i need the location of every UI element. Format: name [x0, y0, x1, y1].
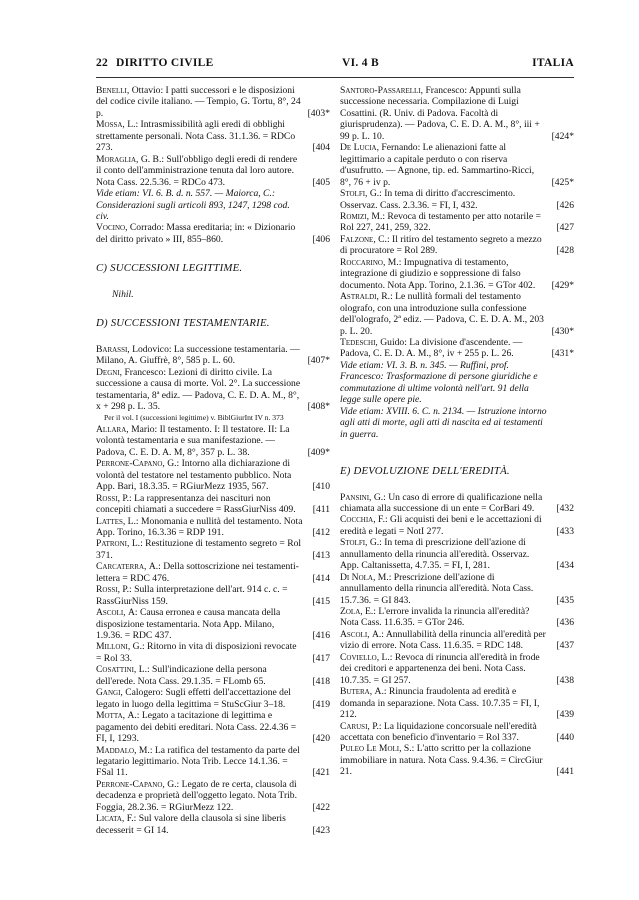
entry-number: [437: [556, 640, 574, 652]
entry-number: [428: [556, 245, 574, 257]
entry-text: Per il vol. I (successioni legittime) v. BiblGiurInt IV n. 373: [104, 413, 284, 423]
entry-text: Lodovico: La successione testamentaria. — Milano, A. Giuffrè, 8°, 585 p. L. 60.: [96, 343, 300, 367]
bibliography-entry: [96, 367, 330, 413]
entry-text: Francesco: Lezioni di diritto civile. La successione a causa di morte. Vol. 2°. La successione testamentaria, 8ª ediz. — Padova, C. E. D. A. M., 8°, x + 298 p. L. 35.: [96, 366, 301, 412]
entry-number: [417: [312, 652, 330, 664]
entry-number: [409*: [307, 446, 330, 458]
entry-number: [433: [556, 525, 574, 537]
entry-number: [412: [312, 526, 330, 538]
entry-text: L.: Restituzione di testamento segreto = Rol 371.: [96, 538, 302, 561]
bibliography-entry: [96, 424, 330, 458]
entry-author: Perrone-Capano,: [96, 458, 168, 470]
entry-number: [420: [312, 733, 330, 745]
bibliography-entry: [340, 629, 574, 652]
bibliography-entry: [340, 291, 574, 337]
section-c-nihil: Nihil.: [112, 288, 134, 300]
entry-text: A.: Legato a tacitazione di legittima e pagamento dei debiti ereditari. Nota Cass. 22.4.36 = FI, I, 1293.: [96, 710, 297, 745]
bibliography-entry: [96, 85, 330, 119]
entry-number: [441: [556, 766, 574, 778]
bibliography-entry: [340, 406, 574, 440]
entry-author: De Lucia,: [340, 142, 382, 154]
bibliography-entry: [96, 561, 330, 584]
bibliography-entry: [340, 234, 574, 257]
bibliography-entry: [340, 743, 574, 777]
bibliography-entry: [96, 344, 330, 367]
entry-number: [408*: [307, 400, 330, 412]
entry-text: Vide etiam: VI. 3. B. n. 345. — Ruffini, prof. Francesco: Trasformazione di persone giuridiche e commutazione di ultime volontà nell'art. 91 della legge sulle opere pie.: [340, 359, 538, 406]
entry-author: Zola,: [340, 606, 366, 618]
entry-author: Roccarino,: [340, 256, 388, 268]
entry-author: Rossi,: [96, 584, 123, 596]
bibliography-entry: [340, 721, 574, 744]
entry-text: R.: Le nullità formali del testamento olografo, con una introduzione sulla confessione dell'olografo, 2ª ediz. — Padova, C. E. D. A. M., 203 p. L. 20.: [340, 291, 544, 337]
entries-e: [340, 492, 574, 778]
entry-author: Patroni,: [96, 538, 132, 550]
entry-text: A.: Della sottoscrizione nei testamenti-lettera = RDC 476.: [96, 561, 299, 584]
bibliography-entry: [96, 779, 330, 813]
entry-text: G. B.: Sull'obbligo degli eredi di rendere il conto dell'amministrazione tenuta dal loro autore. Nota Cass. 22.5.36. = RDCo 473.: [96, 153, 298, 188]
entry-author: Di Nola,: [340, 571, 378, 583]
entry-text: E.: L'errore invalida la rinuncia all'eredità? Nota Cass. 11.6.35. = GTor 246.: [340, 606, 530, 629]
entry-text: G.: Intorno alla dichiarazione di volontà del testatore nel testamento pubblico. Nota App. Bari, 18.3.35. = RGiurMezz 1935, 567.: [96, 458, 292, 493]
entry-text: A.: Rinuncia fraudolenta ad eredità e domanda in separazione. Nota Cass. 10.7.35 = FI, I, 212.: [340, 686, 540, 721]
entry-author: Lattes,: [96, 515, 128, 527]
left-column: [96, 85, 330, 836]
page-header: [96, 57, 574, 77]
bibliography-entry: [96, 813, 330, 836]
bibliography-entry: [340, 652, 574, 686]
entry-author: Allara,: [96, 423, 132, 435]
entry-number: [407*: [307, 355, 330, 367]
entry-text: Guido: La divisione d'ascendente. — Padova, C. E. D. A. M., 8°, iv + 255 p. L. 26.: [340, 336, 523, 360]
entry-author: Gangi,: [96, 687, 126, 699]
entry-number: [410: [312, 481, 330, 493]
entry-number: [405: [312, 176, 330, 188]
entry-author: Carcaterra,: [96, 561, 149, 573]
entry-number: [414: [312, 572, 330, 584]
entry-text: G.: Ritorno in vita di disposizioni revocate = Rol 33.: [96, 641, 297, 664]
entry-number: [413: [312, 549, 330, 561]
entry-number: [424*: [551, 130, 574, 142]
right-column: [340, 85, 574, 778]
entry-number: [403*: [307, 107, 330, 119]
entry-number: [427: [556, 222, 574, 234]
country-label: ITALIA: [532, 57, 574, 69]
entry-author: Cosattini,: [96, 664, 139, 676]
bibliography-entry: [340, 85, 574, 142]
bibliography-entry: [96, 745, 330, 779]
entry-author: Coviello,: [340, 651, 382, 663]
entry-text: G.: Un caso di errore di qualificazione nella chiamata alla successione di un ente = CorBari 49.: [340, 491, 543, 514]
bibliography-entry: [96, 412, 330, 423]
entry-text: S.: L'atto scritto per la collazione immobiliare in natura. Nota Cass. 9.4.36. = CircGiur 21.: [340, 743, 543, 778]
entry-number: [416: [312, 630, 330, 642]
entry-author: Barassi,: [96, 343, 133, 355]
bibliography-entry: [340, 188, 574, 211]
entry-author: Stolfi,: [340, 537, 370, 549]
entry-number: [415: [312, 595, 330, 607]
bibliography-entry: [96, 584, 330, 607]
entry-text: Ottavio: I patti successori e le disposizioni del codice civile italiano. — Tempio, G. Tortu, 8°, 24 p.: [96, 85, 301, 119]
bibliography-entry: [340, 686, 574, 720]
bibliography-entry: [340, 514, 574, 537]
bibliography-entry: [96, 607, 330, 641]
entry-author: Cocchia,: [340, 514, 379, 526]
entry-author: Motta,: [96, 710, 128, 722]
entry-author: Tedeschi,: [340, 336, 381, 348]
entry-text: P.: La rappresentanza dei nascituri non concepiti chiamati a succedere = RassGiurNiss 409.: [96, 492, 296, 516]
entry-number: [430*: [551, 325, 574, 337]
entry-author: Maddalo,: [96, 744, 139, 756]
entry-text: M.: Prescrizione dell'azione di annullamento della rinuncia all'eredità. Nota Cass. 15.7.36. = GI 843.: [340, 571, 534, 606]
section-code: VI. 4 B: [342, 57, 379, 69]
bibliography-entry: [96, 641, 330, 664]
entry-text: Corrado: Massa ereditaria; in: « Dizionario del diritto privato » III, 855–860.: [96, 222, 296, 245]
entry-number: [419: [312, 698, 330, 710]
bibliography-entry: [96, 188, 330, 222]
running-title: DIRITTO CIVILE: [116, 57, 214, 69]
entry-number: [422: [312, 801, 330, 813]
bibliography-entry: [96, 154, 330, 188]
section-e-heading: E) DEVOLUZIONE DELL'EREDITÀ.: [340, 465, 510, 478]
bibliography-entry: [340, 337, 574, 360]
entry-text: M.: Revoca di testamento per atto notarile = Rol 227, 241, 259, 322.: [340, 210, 541, 234]
entry-text: M.: La ratifica del testamento da parte del legatario legittimario. Nota Trib. Lecce 14.1.36. = FSal 11.: [96, 744, 300, 779]
entry-author: Mossa,: [96, 119, 128, 131]
entries-d-left: [96, 344, 330, 836]
entry-number: [425*: [551, 176, 574, 188]
section-d-heading: D) SUCCESSIONI TESTAMENTARIE.: [96, 317, 270, 330]
entry-author: Degni,: [96, 366, 125, 378]
entry-author: Romizi,: [340, 210, 372, 222]
entry-author: Falzone,: [340, 233, 379, 245]
bibliography-entry: [340, 606, 574, 629]
entry-author: Santoro-Passarelli,: [340, 85, 426, 96]
section-c-heading: C) SUCCESSIONI LEGITTIME.: [96, 262, 243, 275]
entry-number: [438: [556, 674, 574, 686]
entry-text: F.: Sul valore della clausola si sine liberis decesserit = GI 14.: [96, 813, 286, 836]
entry-number: [436: [556, 617, 574, 629]
bibliography-entry: [96, 516, 330, 539]
bibliography-entry: [96, 664, 330, 687]
entry-author: Ascoli,: [340, 628, 372, 640]
bibliography-entry: [340, 257, 574, 291]
bibliography-entry: [340, 537, 574, 571]
entry-author: Licata,: [96, 813, 127, 825]
entry-text: L.: Intrasmissibilità agli eredi di obblighi strettamente personali. Nota Cass. 31.1.36. = RDCo 273.: [96, 119, 296, 154]
entry-author: Carusi,: [340, 720, 373, 732]
bibliography-entry: [340, 492, 574, 515]
entry-author: Rossi,: [96, 492, 123, 504]
entries-d-right: [340, 85, 574, 440]
header-rule: [96, 77, 574, 78]
entry-number: [411: [312, 504, 330, 516]
entry-text: G.: Legato de re certa, clausola di decadenza e proprietà dell'oggetto legato. Nota Trib. Foggia, 28.2.36. = RGiurMezz 122.: [96, 778, 297, 813]
entry-text: A: Causa erronea e causa mancata della disposizione testamentaria. Nota App. Milano, 1.9.36. = RDC 437.: [96, 607, 281, 642]
entry-author: Astraldi,: [340, 291, 382, 303]
entry-number: [431*: [551, 348, 574, 360]
entry-author: Pansini,: [340, 491, 374, 503]
bibliography-entry: [340, 572, 574, 606]
entry-number: [440: [556, 732, 574, 744]
entry-text: P.: La liquidazione concorsuale nell'eredità accettata con beneficio d'inventario = Rol 337.: [340, 720, 537, 744]
entry-text: Francesco: Appunti sulla successione necessaria. Compilazione di Luigi Cosattini. (R. Univ. di Padova. Facoltà di giurisprudenza). — Padova, C. E. D. A. M., 8°, iii + 99 p. L. 10.: [340, 85, 540, 142]
bibliography-entry: [96, 710, 330, 744]
entry-text: P.: Sulla interpretazione dell'art. 914 c. c. = RassGiurNiss 159.: [96, 584, 288, 607]
entry-number: [439: [556, 709, 574, 721]
bibliography-entry: [96, 687, 330, 710]
entry-author: Benelli,: [96, 85, 132, 96]
entry-number: [406: [312, 233, 330, 245]
entry-text: A.: Annullabilità della rinuncia all'eredità per vizio di errore. Nota Cass. 11.6.35. = RDC 148.: [340, 628, 546, 652]
entry-text: L.: Revoca di rinuncia all'eredità in frode dei creditori e appartenenza dei beni. Nota Cass. 10.7.35. = GI 257.: [340, 651, 540, 686]
entry-number: [434: [556, 560, 574, 572]
entry-text: L.: Monomania e nullità del testamento. Nota App. Torino, 16.3.36 = RDP 191.: [96, 515, 303, 538]
page-number: 22: [96, 57, 109, 69]
entries-b-continued: [96, 85, 330, 245]
bibliography-entry: [340, 360, 574, 406]
entry-text: C.: Il ritiro del testamento segreto a mezzo di procuratore = Rol 289.: [340, 233, 542, 257]
entry-text: Vide etiam: VI. 6. B. d. n. 557. — Maiorca, C.: Considerazioni sugli articoli 893, 1247, 1298 cod. civ.: [96, 188, 290, 222]
entry-text: M.: Impugnativa di testamento, integrazione di giudizio e soppressione di falso documento. Nota App. Torino, 2.1.36. = GTor 402.: [340, 256, 536, 291]
entry-number: [429*: [551, 279, 574, 291]
entry-number: [418: [312, 675, 330, 687]
bibliography-entry: [340, 142, 574, 188]
entry-author: Vocino,: [96, 222, 130, 234]
bibliography-entry: [96, 458, 330, 492]
entry-number: [435: [556, 594, 574, 606]
entry-text: L.: Sull'indicazione della persona dell'erede. Nota Cass. 29.1.35. = FLomb 65.: [96, 664, 267, 687]
entry-author: Puleo Le Moli,: [340, 743, 404, 755]
entry-author: Butera,: [340, 686, 375, 698]
bibliography-entry: [96, 222, 330, 245]
entry-number: [404: [312, 142, 330, 154]
entry-text: Mario: Il testamento. I: Il testatore. II: La volontà testamentaria e sua manifestazione. — Padova, C. E. D. A. M, 8°, 357 p. L. 38.: [96, 423, 290, 458]
bibliography-entry: [96, 493, 330, 516]
entry-number: [426: [556, 199, 574, 211]
entry-author: Perrone-Capano,: [96, 778, 168, 790]
entry-author: Moraglia,: [96, 153, 141, 165]
entry-text: F.: Gli acquisti dei beni e le accettazioni di eredità e legati = NotI 277.: [340, 514, 542, 537]
entry-author: Stolfi,: [340, 188, 370, 200]
bibliography-entry: [96, 119, 330, 153]
entry-number: [432: [556, 502, 574, 514]
entry-text: Fernando: Le alienazioni fatte al legittimario a capitale perduto o con riserva d'usufrutto. — Agnone, tip. ed. Sammartino-Ricci, 8°, 76 + iv p.: [340, 142, 535, 188]
entry-text: G.: In tema di prescrizione dell'azione di annullamento della rinuncia all'eredità. Osservaz. App. Caltanissetta, 4.7.35. = FI, I, 281.: [340, 537, 530, 572]
entry-author: Milloni,: [96, 641, 133, 653]
entry-number: [421: [312, 767, 330, 779]
bibliography-entry: [340, 211, 574, 234]
entry-author: Ascoli,: [96, 607, 128, 619]
entry-text: G.: In tema di diritto d'accrescimento. Osservaz. Cass. 2.3.36. = FI, I, 432.: [340, 188, 516, 211]
entry-text: Vide etiam: XVIII. 6. C. n. 2134. — Istruzione intorno agli atti di morte, agli atti di nascita ed ai testamenti in guerra.: [340, 405, 547, 440]
entry-number: [423: [312, 824, 330, 836]
entry-text: Calogero: Sugli effetti dell'accettazione del legato in luogo della legittima = StuScGiur 3–18.: [96, 687, 291, 710]
bibliography-entry: [96, 538, 330, 561]
